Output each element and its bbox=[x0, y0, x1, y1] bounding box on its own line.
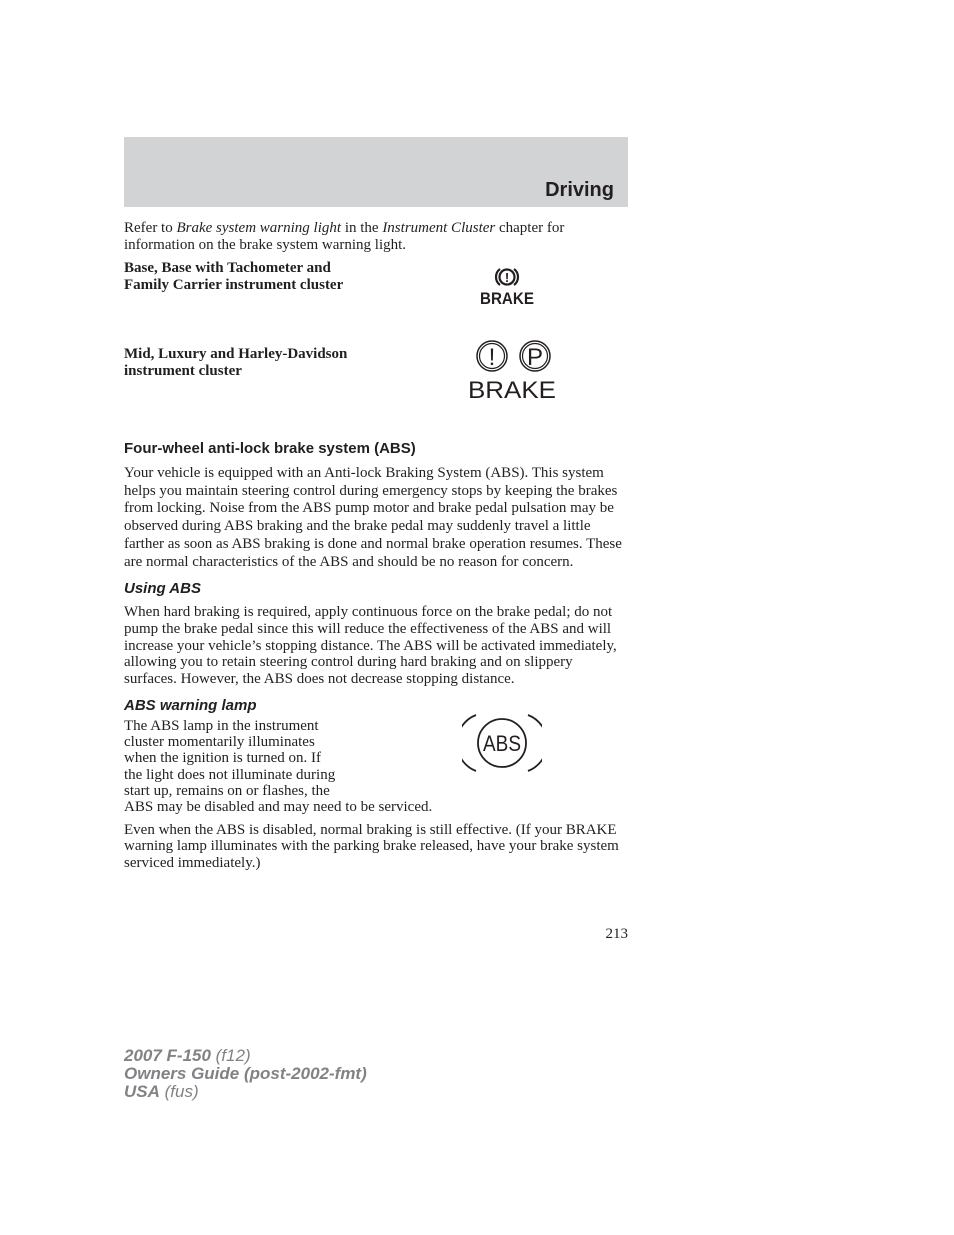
footer-market-code: (fus) bbox=[159, 1082, 199, 1101]
abs-lamp-line: cluster momentarily illuminates bbox=[124, 734, 315, 751]
brake-exclamation: ! bbox=[488, 344, 496, 371]
brake-warning-text: BRAKE bbox=[480, 289, 534, 308]
footer-line-guide: Owners Guide (post-2002-fmt) bbox=[124, 1064, 367, 1083]
page-number: 213 bbox=[605, 926, 628, 942]
page-content bbox=[124, 220, 629, 871]
abs-lamp-body bbox=[124, 718, 629, 816]
brake-warning-exclamation: ! bbox=[504, 270, 510, 285]
intro-text-mid: in the bbox=[341, 220, 383, 236]
abs-lamp-line: the light does not illuminate during bbox=[124, 766, 336, 783]
abs-lamp-line: ABS may be disabled and may need to be serviced. bbox=[124, 799, 433, 816]
brake-park-warning-icon bbox=[462, 338, 562, 404]
footer-line-market bbox=[124, 1083, 367, 1101]
cluster-row-base bbox=[124, 260, 629, 346]
abs-lamp-block bbox=[124, 718, 629, 816]
abs-lamp-body-2: Even when the ABS is disabled, normal braking is still effective. (If your BRAKE warning lamp illuminates with the parking brake released, have your brake system serviced immediately.) bbox=[124, 821, 619, 871]
park-p-symbol: P bbox=[526, 344, 544, 371]
footer-line-model bbox=[124, 1047, 367, 1065]
using-abs-body: When hard braking is required, apply continuous force on the brake pedal; do not pump the brake pedal since this will reduce the effectiveness of the ABS and will increase your vehicle’s stopping distance. The ABS will be activated immediately, allowing you to retain steering control during hard braking and on slippery surfaces. However, the ABS does not decrease stopping distance. bbox=[124, 604, 617, 688]
abs-warning-icon bbox=[462, 712, 542, 774]
intro-reference-1: Brake system warning light bbox=[176, 220, 342, 236]
brake-text: BRAKE bbox=[468, 377, 556, 404]
abs-lamp-heading: ABS warning lamp bbox=[124, 696, 257, 714]
footer-model: 2007 F-150 bbox=[124, 1046, 211, 1065]
cluster-label: Base, Base with Tachometer and Family Carrier instrument cluster bbox=[124, 260, 344, 293]
abs-lamp-line: The ABS lamp in the instrument bbox=[124, 717, 319, 734]
abs-lamp-line: when the ignition is turned on. If bbox=[124, 750, 322, 767]
footer bbox=[124, 1047, 367, 1101]
section-header-band bbox=[124, 137, 628, 207]
intro-text: Refer to bbox=[124, 220, 177, 236]
cluster-label: Mid, Luxury and Harley-Davidson instrument cluster bbox=[124, 346, 348, 379]
intro-reference-2: Instrument Cluster bbox=[382, 220, 496, 236]
intro-text-rest: chapter for information on the brake system warning light. bbox=[124, 220, 565, 253]
using-abs-heading: Using ABS bbox=[124, 580, 201, 598]
brake-warning-icon bbox=[472, 264, 542, 308]
section-title: Driving bbox=[545, 179, 614, 201]
footer-model-code: (f12) bbox=[210, 1046, 251, 1065]
abs-section-heading: Four-wheel anti-lock brake system (ABS) bbox=[124, 440, 416, 457]
abs-warning-text: ABS bbox=[483, 730, 521, 756]
footer-market: USA bbox=[124, 1082, 160, 1101]
abs-section-body: Your vehicle is equipped with an Anti-lock Braking System (ABS). This system helps you maintain steering control during emergency stops by keeping the brakes from locking. Noise from the ABS pump motor and brake pedal pulsation may be observed during ABS braking and the brake pedal may suddenly travel a little farther as soon as ABS braking is done and normal brake operation resumes. These are normal characteristics of the ABS and should be no reason for concern. bbox=[124, 465, 622, 570]
intro-paragraph bbox=[124, 220, 584, 254]
abs-lamp-line: start up, remains on or flashes, the bbox=[124, 782, 330, 799]
cluster-row-mid bbox=[124, 346, 629, 440]
